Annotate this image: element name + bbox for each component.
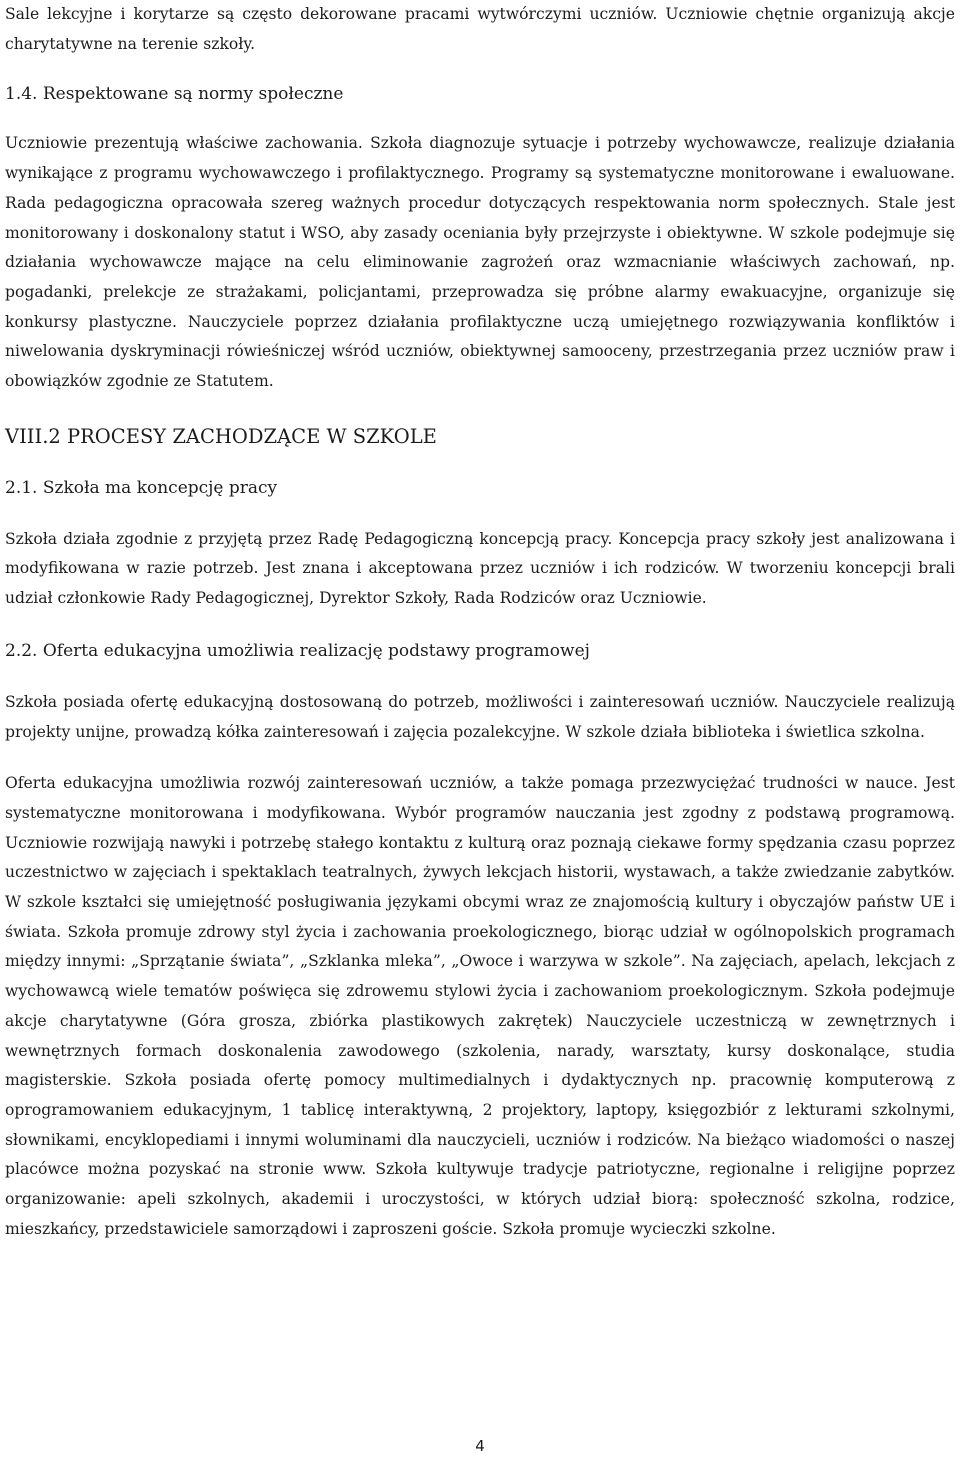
intro-paragraph: Sale lekcyjne i korytarze są często dekorowane pracami wytwórczymi uczniów. Uczniowie chętnie organizują akcje charytatywne na terenie szkoły.: [5, 5, 955, 53]
section-2-1-heading: 2.1. Szkoła ma koncepcję pracy: [5, 477, 278, 498]
section-2-1-paragraph: Szkoła działa zgodnie z przyjętą przez Radę Pedagogiczną koncepcją pracy. Koncepcja pracy szkoły jest analizowana i modyfikowana w razie potrzeb. Jest znana i akceptowana przez uczniów i ich rodziców. W tworzeniu koncepcji brali udział członkowie Rady Pedagogicznej, Dyrektor Szkoły, Rada Rodziców oraz Uczniowie.: [5, 529, 955, 608]
section-1-4-heading: 1.4. Respektowane są normy społeczne: [5, 84, 344, 105]
section-2-2-paragraph-1: Szkoła posiada ofertę edukacyjną dostosowaną do potrzeb, możliwości i zainteresowań uczniów. Nauczyciele realizują projekty unijne, prowadzą kółka zainteresowań i zajęcia pozalekcyjne. W szkole działa biblioteka i świetlica szkolna.: [5, 692, 955, 741]
chapter-heading: VIII.2 PROCESY ZACHODZĄCE W SZKOLE: [5, 424, 437, 448]
page-number: 4: [475, 1437, 485, 1455]
section-2-2-heading: 2.2. Oferta edukacyjna umożliwia realizację podstawy programowej: [5, 640, 590, 661]
section-2-2-paragraph-2: Oferta edukacyjna umożliwia rozwój zainteresowań uczniów, a także pomaga przezwyciężać trudności w nauce. Jest systematyczne monitorowana i modyfikowana. Wybór programów nauczania jest zgodny z podstawą programową. Uczniowie rozwijają nawyki i potrzebę stałego kontaktu z kulturą oraz poznają ciekawe formy spędzania czasu poprzez uczestnictwo w zajęciach i spektaklach teatralnych, żywych lekcjach historii, wystawach, a także zwiedzanie zabytków. W szkole kształci się umiejętność posługiwania językami obcymi wraz ze znajomością kultury i obyczajów państw UE i świata. Szkoła promuje zdrowy styl życia i zachowania proekologicznego, biorąc udział w ogólnopolskich programach między innymi: „Sprzątanie świata”, „Szklanka mleka”, „Owoce i warzywa w szkole”. Na zajęciach, apelach, lekcjach z wychowawcą wiele tematów poświęca się zdrowemu stylowi życia i zachowaniom proekologicznym. Szkoła podejmuje akcje charytatywne (Góra grosza, zbiórka plastikowych zakrętek) Nauczyciele uczestniczą w zewnętrznych i wewnętrznych formach doskonalenia zawodowego (szkolenia, narady, warsztaty, kursy doskonalące, studia magisterskie. Szkoła posiada ofertę pomocy multimedialnych i dydaktycznych np. pracownię komputerową z oprogramowaniem edukacyjnym, 1 tablicę interaktywną, 2 projektory, laptopy, księgozbiór z lekturami szkolnymi, słownikami, encyklopediami i innymi woluminami dla nauczycieli, uczniów i rodziców. Na bieżąco wiadomości o naszej placówce można pozyskać na stronie www. Szkoła kultywuje tradycje patriotyczne, regionalne i religijne poprzez organizowanie: apeli szkolnych, akademii i uroczystości, w których udział biorą: społeczność szkolna, rodzice, mieszkańcy, przedstawiciele samorządowi i zaproszeni goście. Szkoła promuje wycieczki szkolne.: [5, 774, 955, 1238]
section-1-4-paragraph: Uczniowie prezentują właściwe zachowania. Szkoła diagnozuje sytuacje i potrzeby wychowawcze, realizuje działania wynikające z programu wychowawczego i profilaktycznego. Programy są systematyczne monitorowane i ewaluowane. Rada pedagogiczna opracowała szereg ważnych procedur dotyczących respektowania norm społecznych. Stale jest monitorowany i doskonalony statut i WSO, aby zasady oceniania były przejrzyste i obiektywne. W szkole podejmuje się działania wychowawcze mające na celu eliminowanie zagrożeń oraz wzmacnianie właściwych zachowań, np. pogadanki, prelekcje ze strażakami, policjantami, przeprowadza się próbne alarmy ewakuacyjne, organizuje się konkursy plastyczne. Nauczyciele poprzez działania profilaktyczne uczą umiejętnego rozwiązywania konfliktów i niwelowania dyskryminacji rówieśniczej wśród uczniów, obiektywnej samooceny, przestrzegania przez uczniów praw i obowiązków zgodnie ze Statutem.: [5, 134, 955, 391]
document-page: [5, 0, 955, 1245]
